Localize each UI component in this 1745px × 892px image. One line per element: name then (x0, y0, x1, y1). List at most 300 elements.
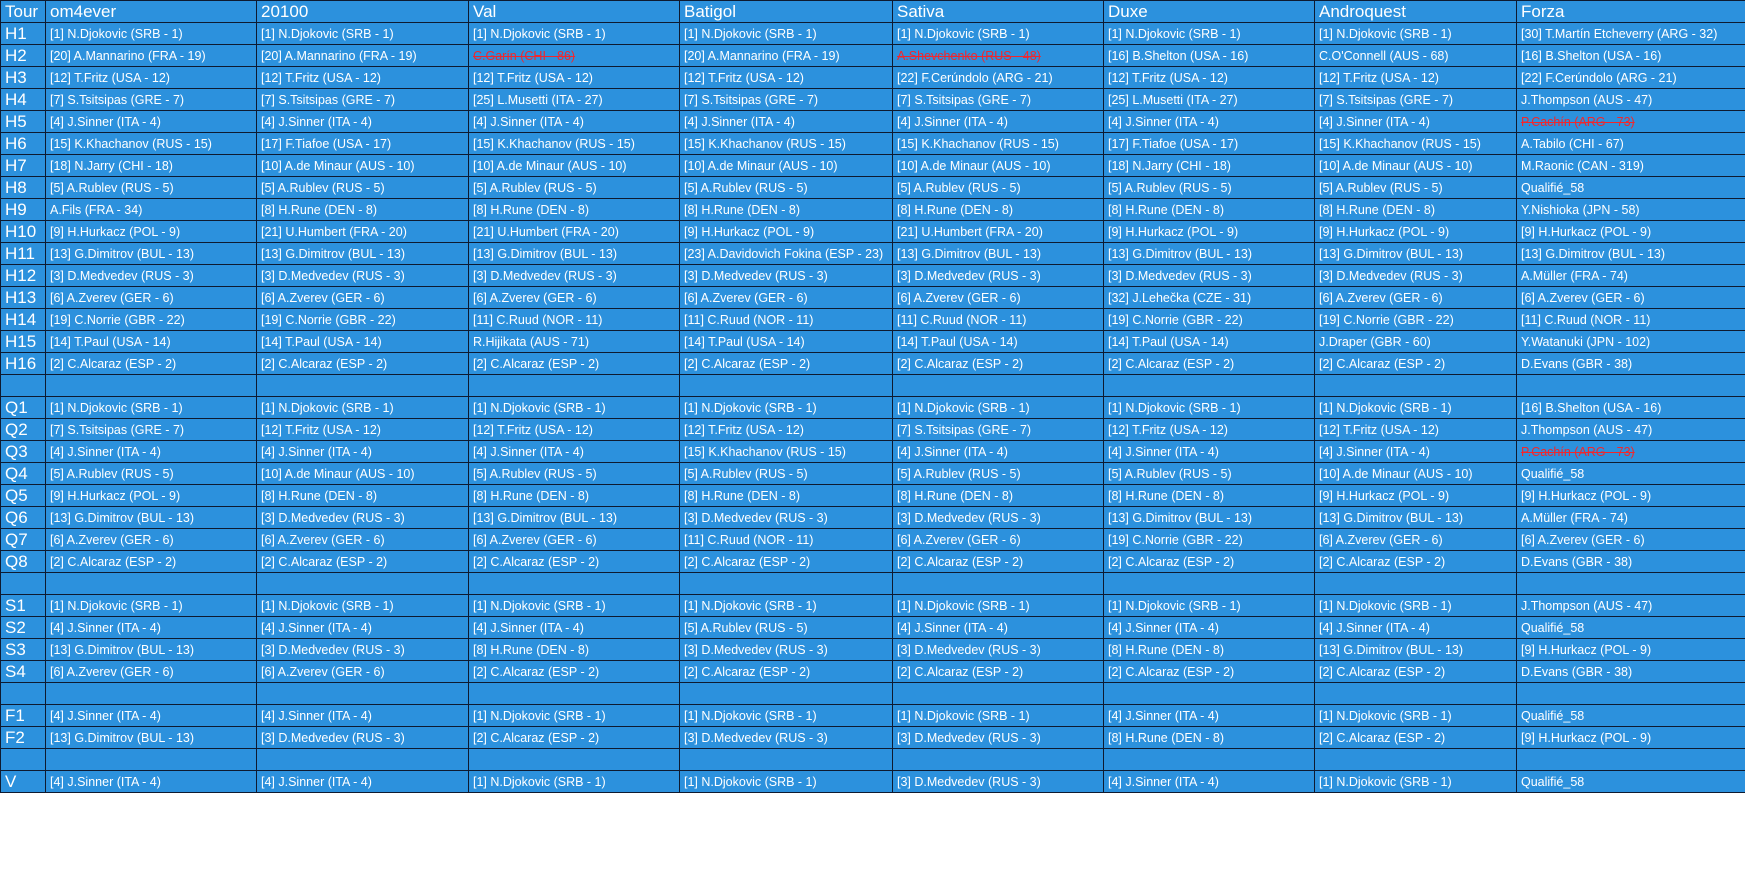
pick-cell[interactable]: [1] N.Djokovic (SRB - 1) (469, 771, 680, 793)
pick-cell[interactable]: [2] C.Alcaraz (ESP - 2) (469, 661, 680, 683)
pick-cell[interactable]: [1] N.Djokovic (SRB - 1) (680, 23, 893, 45)
table-row-s2 (1, 617, 1745, 639)
pick-cell[interactable]: [10] A.de Minaur (AUS - 10) (257, 155, 469, 177)
pick-cell[interactable]: C.O'Connell (AUS - 68) (1315, 45, 1517, 67)
pick-cell[interactable]: [6] A.Zverev (GER - 6) (469, 287, 680, 309)
pick-cell[interactable]: [1] N.Djokovic (SRB - 1) (469, 705, 680, 727)
pick-cell[interactable] (46, 683, 257, 705)
pick-cell[interactable]: [2] C.Alcaraz (ESP - 2) (680, 551, 893, 573)
pick-cell[interactable]: [1] N.Djokovic (SRB - 1) (257, 595, 469, 617)
pick-cell[interactable]: [14] T.Paul (USA - 14) (257, 331, 469, 353)
round-label: H6 (1, 133, 46, 155)
pick-cell[interactable]: [5] A.Rublev (RUS - 5) (1104, 177, 1315, 199)
pick-cell[interactable]: [8] H.Rune (DEN - 8) (893, 485, 1104, 507)
pick-cell[interactable]: [12] T.Fritz (USA - 12) (1104, 67, 1315, 89)
pick-cell[interactable]: [20] A.Mannarino (FRA - 19) (680, 45, 893, 67)
pick-cell[interactable]: [2] C.Alcaraz (ESP - 2) (257, 551, 469, 573)
pick-cell[interactable] (1104, 573, 1315, 595)
pick-cell-eliminated[interactable]: P.Cachín (ARG - 73) (1517, 111, 1745, 133)
pick-cell[interactable]: [11] C.Ruud (NOR - 11) (1517, 309, 1745, 331)
pick-cell[interactable]: [1] N.Djokovic (SRB - 1) (469, 397, 680, 419)
pick-cell[interactable]: [3] D.Medvedev (RUS - 3) (257, 265, 469, 287)
pick-cell[interactable]: [22] F.Cerúndolo (ARG - 21) (1517, 67, 1745, 89)
pick-cell[interactable]: [1] N.Djokovic (SRB - 1) (893, 397, 1104, 419)
pick-cell[interactable]: J.Draper (GBR - 60) (1315, 331, 1517, 353)
pick-cell[interactable]: [4] J.Sinner (ITA - 4) (1104, 617, 1315, 639)
pick-cell[interactable]: [32] J.Lehečka (CZE - 31) (1104, 287, 1315, 309)
pick-cell[interactable]: [6] A.Zverev (GER - 6) (46, 661, 257, 683)
pick-cell[interactable]: [1] N.Djokovic (SRB - 1) (46, 23, 257, 45)
pick-cell[interactable]: [4] J.Sinner (ITA - 4) (1315, 111, 1517, 133)
pick-cell[interactable]: [3] D.Medvedev (RUS - 3) (893, 265, 1104, 287)
pick-cell[interactable]: [1] N.Djokovic (SRB - 1) (1315, 595, 1517, 617)
table-row-h8 (1, 177, 1745, 199)
pick-cell[interactable]: [4] J.Sinner (ITA - 4) (1315, 441, 1517, 463)
pick-cell[interactable]: [4] J.Sinner (ITA - 4) (46, 441, 257, 463)
pick-cell[interactable]: [14] T.Paul (USA - 14) (680, 331, 893, 353)
pick-cell[interactable]: [9] H.Hurkacz (POL - 9) (1517, 485, 1745, 507)
pick-cell-eliminated[interactable]: C.Garín (CHI - 86) (469, 45, 680, 67)
pick-cell[interactable]: [9] H.Hurkacz (POL - 9) (46, 221, 257, 243)
pick-cell[interactable]: [4] J.Sinner (ITA - 4) (46, 705, 257, 727)
pick-cell[interactable] (1315, 749, 1517, 771)
pick-cell[interactable]: [13] G.Dimitrov (BUL - 13) (1315, 507, 1517, 529)
pick-cell[interactable]: [4] J.Sinner (ITA - 4) (469, 111, 680, 133)
pick-cell[interactable]: [14] T.Paul (USA - 14) (1104, 331, 1315, 353)
pick-cell[interactable]: [16] B.Shelton (USA - 16) (1517, 45, 1745, 67)
round-label: Q3 (1, 441, 46, 463)
pick-cell[interactable]: [16] B.Shelton (USA - 16) (1517, 397, 1745, 419)
pick-cell[interactable]: [3] D.Medvedev (RUS - 3) (893, 639, 1104, 661)
pick-cell[interactable]: [9] H.Hurkacz (POL - 9) (1315, 485, 1517, 507)
pick-cell[interactable]: [1] N.Djokovic (SRB - 1) (1104, 397, 1315, 419)
pick-cell[interactable] (46, 573, 257, 595)
pick-cell[interactable]: [13] G.Dimitrov (BUL - 13) (46, 727, 257, 749)
pick-cell[interactable]: [21] U.Humbert (FRA - 20) (469, 221, 680, 243)
pick-cell[interactable]: [1] N.Djokovic (SRB - 1) (680, 705, 893, 727)
pick-cell[interactable] (257, 683, 469, 705)
pick-cell[interactable]: [5] A.Rublev (RUS - 5) (257, 177, 469, 199)
pick-cell[interactable]: [6] A.Zverev (GER - 6) (46, 529, 257, 551)
pick-cell[interactable]: [19] C.Norrie (GBR - 22) (1104, 529, 1315, 551)
pick-cell[interactable]: [20] A.Mannarino (FRA - 19) (46, 45, 257, 67)
pick-cell[interactable]: [12] T.Fritz (USA - 12) (680, 419, 893, 441)
pick-cell[interactable]: [14] T.Paul (USA - 14) (893, 331, 1104, 353)
pick-cell[interactable]: [17] F.Tiafoe (USA - 17) (257, 133, 469, 155)
pick-cell[interactable]: [7] S.Tsitsipas (GRE - 7) (893, 89, 1104, 111)
pick-cell[interactable]: [6] A.Zverev (GER - 6) (469, 529, 680, 551)
pick-cell[interactable]: [6] A.Zverev (GER - 6) (893, 529, 1104, 551)
pick-cell[interactable]: [3] D.Medvedev (RUS - 3) (893, 727, 1104, 749)
pick-cell[interactable] (680, 573, 893, 595)
pick-cell[interactable]: [4] J.Sinner (ITA - 4) (1104, 111, 1315, 133)
pick-cell[interactable]: [7] S.Tsitsipas (GRE - 7) (257, 89, 469, 111)
table-row-f1 (1, 705, 1745, 727)
pick-cell[interactable]: [25] L.Musetti (ITA - 27) (1104, 89, 1315, 111)
pick-cell[interactable]: Qualifié_58 (1517, 177, 1745, 199)
pick-cell[interactable]: [11] C.Ruud (NOR - 11) (469, 309, 680, 331)
pick-cell[interactable]: D.Evans (GBR - 38) (1517, 551, 1745, 573)
pick-cell[interactable]: [4] J.Sinner (ITA - 4) (1315, 617, 1517, 639)
pick-cell[interactable] (893, 573, 1104, 595)
pick-cell[interactable]: [1] N.Djokovic (SRB - 1) (46, 397, 257, 419)
pick-cell[interactable]: [8] H.Rune (DEN - 8) (893, 199, 1104, 221)
pick-cell[interactable]: [2] C.Alcaraz (ESP - 2) (680, 661, 893, 683)
pick-cell[interactable]: [4] J.Sinner (ITA - 4) (46, 111, 257, 133)
pick-cell[interactable]: [18] N.Jarry (CHI - 18) (1104, 155, 1315, 177)
pick-cell[interactable]: [21] U.Humbert (FRA - 20) (893, 221, 1104, 243)
pick-cell[interactable]: R.Hijikata (AUS - 71) (469, 331, 680, 353)
pick-cell[interactable]: [5] A.Rublev (RUS - 5) (680, 177, 893, 199)
pick-cell[interactable]: [2] C.Alcaraz (ESP - 2) (469, 353, 680, 375)
pick-cell[interactable]: [5] A.Rublev (RUS - 5) (469, 177, 680, 199)
pick-cell[interactable]: J.Thompson (AUS - 47) (1517, 89, 1745, 111)
pick-cell[interactable]: [2] C.Alcaraz (ESP - 2) (46, 551, 257, 573)
pick-cell[interactable]: [13] G.Dimitrov (BUL - 13) (1104, 243, 1315, 265)
pick-cell[interactable]: [1] N.Djokovic (SRB - 1) (1315, 705, 1517, 727)
pick-cell[interactable]: [11] C.Ruud (NOR - 11) (680, 309, 893, 331)
pick-cell[interactable]: [1] N.Djokovic (SRB - 1) (893, 595, 1104, 617)
pick-cell[interactable]: [8] H.Rune (DEN - 8) (469, 485, 680, 507)
pick-cell[interactable]: A.Müller (FRA - 74) (1517, 507, 1745, 529)
pick-cell[interactable]: [8] H.Rune (DEN - 8) (680, 199, 893, 221)
pick-cell[interactable]: [6] A.Zverev (GER - 6) (46, 287, 257, 309)
pick-cell[interactable]: [2] C.Alcaraz (ESP - 2) (893, 551, 1104, 573)
pick-cell[interactable]: [9] H.Hurkacz (POL - 9) (1517, 221, 1745, 243)
pick-cell[interactable]: [7] S.Tsitsipas (GRE - 7) (893, 419, 1104, 441)
pick-cell[interactable]: [1] N.Djokovic (SRB - 1) (257, 397, 469, 419)
pick-cell[interactable]: M.Raonic (CAN - 319) (1517, 155, 1745, 177)
pick-cell[interactable] (469, 573, 680, 595)
pick-cell[interactable]: [9] H.Hurkacz (POL - 9) (1517, 639, 1745, 661)
pick-cell[interactable] (257, 375, 469, 397)
pick-cell[interactable]: [4] J.Sinner (ITA - 4) (893, 617, 1104, 639)
pick-cell[interactable]: [5] A.Rublev (RUS - 5) (680, 463, 893, 485)
pick-cell[interactable]: [9] H.Hurkacz (POL - 9) (1517, 727, 1745, 749)
pick-cell[interactable]: [6] A.Zverev (GER - 6) (257, 661, 469, 683)
table-row-q7 (1, 529, 1745, 551)
pick-cell[interactable]: [8] H.Rune (DEN - 8) (1104, 485, 1315, 507)
pick-cell[interactable]: [12] T.Fritz (USA - 12) (46, 67, 257, 89)
pick-cell[interactable]: [6] A.Zverev (GER - 6) (1315, 287, 1517, 309)
pick-cell[interactable]: [8] H.Rune (DEN - 8) (1104, 727, 1315, 749)
pick-cell[interactable]: [10] A.de Minaur (AUS - 10) (257, 463, 469, 485)
pick-cell[interactable]: [4] J.Sinner (ITA - 4) (46, 771, 257, 793)
pick-cell[interactable]: [5] A.Rublev (RUS - 5) (893, 177, 1104, 199)
pick-cell[interactable]: [6] A.Zverev (GER - 6) (1315, 529, 1517, 551)
pick-cell[interactable] (1315, 375, 1517, 397)
pick-cell[interactable]: [12] T.Fritz (USA - 12) (680, 67, 893, 89)
pick-cell[interactable]: [21] U.Humbert (FRA - 20) (257, 221, 469, 243)
pick-cell[interactable] (1104, 683, 1315, 705)
pick-cell[interactable]: [13] G.Dimitrov (BUL - 13) (469, 243, 680, 265)
pick-cell[interactable]: [10] A.de Minaur (AUS - 10) (893, 155, 1104, 177)
pick-cell[interactable]: Y.Nishioka (JPN - 58) (1517, 199, 1745, 221)
pick-cell[interactable]: [8] H.Rune (DEN - 8) (680, 485, 893, 507)
pick-cell[interactable] (1517, 573, 1745, 595)
pick-cell[interactable]: Qualifié_58 (1517, 705, 1745, 727)
pick-cell[interactable]: [12] T.Fritz (USA - 12) (1315, 67, 1517, 89)
pick-cell[interactable]: [3] D.Medvedev (RUS - 3) (893, 771, 1104, 793)
pick-cell[interactable]: Qualifié_58 (1517, 771, 1745, 793)
pick-cell[interactable] (1315, 573, 1517, 595)
pick-cell[interactable] (680, 683, 893, 705)
pick-cell[interactable]: [3] D.Medvedev (RUS - 3) (257, 507, 469, 529)
pick-cell[interactable]: Y.Watanuki (JPN - 102) (1517, 331, 1745, 353)
round-label: H5 (1, 111, 46, 133)
pick-cell[interactable]: [19] C.Norrie (GBR - 22) (1315, 309, 1517, 331)
pick-cell[interactable]: [3] D.Medvedev (RUS - 3) (1315, 265, 1517, 287)
pick-cell[interactable]: [6] A.Zverev (GER - 6) (893, 287, 1104, 309)
pick-cell[interactable]: [10] A.de Minaur (AUS - 10) (1315, 155, 1517, 177)
pick-cell[interactable]: Qualifié_58 (1517, 617, 1745, 639)
pick-cell[interactable]: [15] K.Khachanov (RUS - 15) (680, 133, 893, 155)
pick-cell[interactable]: [1] N.Djokovic (SRB - 1) (1315, 397, 1517, 419)
pick-cell[interactable]: [5] A.Rublev (RUS - 5) (46, 177, 257, 199)
pick-cell[interactable]: A.Fils (FRA - 34) (46, 199, 257, 221)
pick-cell[interactable]: [10] A.de Minaur (AUS - 10) (1315, 463, 1517, 485)
pick-cell[interactable]: [3] D.Medvedev (RUS - 3) (680, 507, 893, 529)
pick-cell[interactable]: [3] D.Medvedev (RUS - 3) (680, 265, 893, 287)
pick-cell[interactable]: [13] G.Dimitrov (BUL - 13) (893, 243, 1104, 265)
pick-cell[interactable]: [10] A.de Minaur (AUS - 10) (469, 155, 680, 177)
pick-cell[interactable]: [2] C.Alcaraz (ESP - 2) (1315, 353, 1517, 375)
pick-cell[interactable]: [12] T.Fritz (USA - 12) (469, 67, 680, 89)
pick-cell[interactable]: [3] D.Medvedev (RUS - 3) (680, 727, 893, 749)
pick-cell[interactable]: [11] C.Ruud (NOR - 11) (893, 309, 1104, 331)
table-row-h11 (1, 243, 1745, 265)
pick-cell-eliminated[interactable]: A.Shevchenko (RUS - 48) (893, 45, 1104, 67)
pick-cell-eliminated[interactable]: P.Cachín (ARG - 73) (1517, 441, 1745, 463)
pick-cell[interactable]: [6] A.Zverev (GER - 6) (1517, 287, 1745, 309)
pick-cell[interactable]: [4] J.Sinner (ITA - 4) (1104, 705, 1315, 727)
pick-cell[interactable]: [1] N.Djokovic (SRB - 1) (1315, 23, 1517, 45)
pick-cell[interactable]: J.Thompson (AUS - 47) (1517, 595, 1745, 617)
header-row (1, 1, 1745, 23)
pick-cell[interactable]: [11] C.Ruud (NOR - 11) (680, 529, 893, 551)
pick-cell[interactable] (1517, 683, 1745, 705)
pick-cell[interactable] (46, 749, 257, 771)
pick-cell[interactable]: [8] H.Rune (DEN - 8) (1104, 199, 1315, 221)
pick-cell[interactable]: [30] T.Martín Etcheverry (ARG - 32) (1517, 23, 1745, 45)
round-label: S4 (1, 661, 46, 683)
pick-cell[interactable]: [1] N.Djokovic (SRB - 1) (1315, 771, 1517, 793)
pick-cell[interactable]: [3] D.Medvedev (RUS - 3) (1104, 265, 1315, 287)
pick-cell[interactable]: [5] A.Rublev (RUS - 5) (1315, 177, 1517, 199)
pick-cell[interactable]: D.Evans (GBR - 38) (1517, 353, 1745, 375)
pick-cell[interactable]: [4] J.Sinner (ITA - 4) (469, 617, 680, 639)
header-player-3: Val (469, 1, 680, 23)
table-row-f2 (1, 727, 1745, 749)
pick-cell[interactable]: [8] H.Rune (DEN - 8) (1315, 199, 1517, 221)
pick-cell[interactable] (1104, 749, 1315, 771)
pick-cell[interactable]: [15] K.Khachanov (RUS - 15) (893, 133, 1104, 155)
pick-cell[interactable]: [6] A.Zverev (GER - 6) (680, 287, 893, 309)
pick-cell[interactable]: [13] G.Dimitrov (BUL - 13) (469, 507, 680, 529)
pick-cell[interactable]: [4] J.Sinner (ITA - 4) (893, 441, 1104, 463)
pick-cell[interactable]: [9] H.Hurkacz (POL - 9) (1315, 221, 1517, 243)
pick-cell[interactable]: [2] C.Alcaraz (ESP - 2) (893, 661, 1104, 683)
pick-cell[interactable]: [4] J.Sinner (ITA - 4) (257, 705, 469, 727)
pick-cell[interactable] (469, 683, 680, 705)
pick-cell[interactable] (469, 375, 680, 397)
pick-cell[interactable]: [13] G.Dimitrov (BUL - 13) (1517, 243, 1745, 265)
pick-cell[interactable]: [3] D.Medvedev (RUS - 3) (257, 639, 469, 661)
pick-cell[interactable]: [2] C.Alcaraz (ESP - 2) (469, 727, 680, 749)
pick-cell[interactable]: [2] C.Alcaraz (ESP - 2) (1104, 661, 1315, 683)
pick-cell[interactable]: [2] C.Alcaraz (ESP - 2) (680, 353, 893, 375)
pick-cell[interactable]: [3] D.Medvedev (RUS - 3) (257, 727, 469, 749)
round-label: Q2 (1, 419, 46, 441)
pick-cell[interactable]: [8] H.Rune (DEN - 8) (469, 199, 680, 221)
pick-cell[interactable]: [4] J.Sinner (ITA - 4) (1104, 771, 1315, 793)
pick-cell[interactable]: [2] C.Alcaraz (ESP - 2) (893, 353, 1104, 375)
pick-cell[interactable]: [5] A.Rublev (RUS - 5) (469, 463, 680, 485)
pick-cell[interactable]: [4] J.Sinner (ITA - 4) (680, 111, 893, 133)
pick-cell[interactable]: [5] A.Rublev (RUS - 5) (1104, 463, 1315, 485)
pick-cell[interactable]: [7] S.Tsitsipas (GRE - 7) (46, 89, 257, 111)
pick-cell[interactable]: [19] C.Norrie (GBR - 22) (46, 309, 257, 331)
pick-cell[interactable]: [13] G.Dimitrov (BUL - 13) (1104, 507, 1315, 529)
pick-cell[interactable]: [5] A.Rublev (RUS - 5) (46, 463, 257, 485)
pick-cell[interactable]: [4] J.Sinner (ITA - 4) (257, 111, 469, 133)
pick-cell[interactable]: [9] H.Hurkacz (POL - 9) (680, 221, 893, 243)
pick-cell[interactable]: [1] N.Djokovic (SRB - 1) (893, 23, 1104, 45)
pick-cell[interactable]: [12] T.Fritz (USA - 12) (469, 419, 680, 441)
pick-cell[interactable]: [4] J.Sinner (ITA - 4) (893, 111, 1104, 133)
pick-cell[interactable]: [3] D.Medvedev (RUS - 3) (893, 507, 1104, 529)
pick-cell[interactable]: [1] N.Djokovic (SRB - 1) (680, 595, 893, 617)
pick-cell[interactable]: [8] H.Rune (DEN - 8) (1104, 639, 1315, 661)
pick-cell[interactable]: [2] C.Alcaraz (ESP - 2) (1315, 661, 1517, 683)
pick-cell[interactable]: [23] A.Davidovich Fokina (ESP - 23) (680, 243, 893, 265)
pick-cell[interactable]: [16] B.Shelton (USA - 16) (1104, 45, 1315, 67)
pick-cell[interactable]: [9] H.Hurkacz (POL - 9) (1104, 221, 1315, 243)
pick-cell[interactable]: [13] G.Dimitrov (BUL - 13) (46, 507, 257, 529)
pick-cell[interactable]: [6] A.Zverev (GER - 6) (257, 287, 469, 309)
pick-cell[interactable]: [1] N.Djokovic (SRB - 1) (46, 595, 257, 617)
pick-cell[interactable]: [12] T.Fritz (USA - 12) (1315, 419, 1517, 441)
pick-cell[interactable] (1104, 375, 1315, 397)
pick-cell[interactable]: [25] L.Musetti (ITA - 27) (469, 89, 680, 111)
pick-cell[interactable]: [2] C.Alcaraz (ESP - 2) (1315, 727, 1517, 749)
pick-cell[interactable]: J.Thompson (AUS - 47) (1517, 419, 1745, 441)
pick-cell[interactable]: [4] J.Sinner (ITA - 4) (257, 617, 469, 639)
pick-cell[interactable]: [4] J.Sinner (ITA - 4) (1104, 441, 1315, 463)
pick-cell[interactable]: [22] F.Cerúndolo (ARG - 21) (893, 67, 1104, 89)
pick-cell[interactable]: [8] H.Rune (DEN - 8) (469, 639, 680, 661)
pick-cell[interactable]: [13] G.Dimitrov (BUL - 13) (46, 243, 257, 265)
pick-cell[interactable]: [4] J.Sinner (ITA - 4) (46, 617, 257, 639)
pick-cell[interactable]: [13] G.Dimitrov (BUL - 13) (1315, 639, 1517, 661)
pick-cell[interactable]: [3] D.Medvedev (RUS - 3) (680, 639, 893, 661)
pick-cell[interactable]: [14] T.Paul (USA - 14) (46, 331, 257, 353)
pick-cell[interactable]: [3] D.Medvedev (RUS - 3) (46, 265, 257, 287)
pick-cell[interactable]: [2] C.Alcaraz (ESP - 2) (46, 353, 257, 375)
pick-cell[interactable]: [1] N.Djokovic (SRB - 1) (680, 771, 893, 793)
pick-cell[interactable]: [1] N.Djokovic (SRB - 1) (469, 23, 680, 45)
pick-cell[interactable]: [13] G.Dimitrov (BUL - 13) (46, 639, 257, 661)
pick-cell[interactable]: [15] K.Khachanov (RUS - 15) (680, 441, 893, 463)
pick-cell[interactable] (893, 375, 1104, 397)
pick-cell[interactable]: [7] S.Tsitsipas (GRE - 7) (1315, 89, 1517, 111)
round-label: S3 (1, 639, 46, 661)
pick-cell[interactable]: [2] C.Alcaraz (ESP - 2) (469, 551, 680, 573)
pick-cell[interactable]: [12] T.Fritz (USA - 12) (1104, 419, 1315, 441)
pick-cell[interactable]: [19] C.Norrie (GBR - 22) (1104, 309, 1315, 331)
pick-cell[interactable]: [1] N.Djokovic (SRB - 1) (1104, 23, 1315, 45)
pick-cell[interactable] (893, 749, 1104, 771)
pick-cell[interactable]: [4] J.Sinner (ITA - 4) (469, 441, 680, 463)
pick-cell[interactable]: [8] H.Rune (DEN - 8) (257, 199, 469, 221)
pick-cell[interactable]: [1] N.Djokovic (SRB - 1) (1104, 595, 1315, 617)
pick-cell[interactable]: [15] K.Khachanov (RUS - 15) (46, 133, 257, 155)
pick-cell[interactable]: [1] N.Djokovic (SRB - 1) (680, 397, 893, 419)
pick-cell[interactable] (46, 375, 257, 397)
pick-cell[interactable]: [15] K.Khachanov (RUS - 15) (469, 133, 680, 155)
pick-cell[interactable]: A.Müller (FRA - 74) (1517, 265, 1745, 287)
pick-cell[interactable]: [15] K.Khachanov (RUS - 15) (1315, 133, 1517, 155)
round-label: Q1 (1, 397, 46, 419)
pick-cell[interactable] (680, 749, 893, 771)
pick-cell[interactable]: [17] F.Tiafoe (USA - 17) (1104, 133, 1315, 155)
pick-cell[interactable]: [4] J.Sinner (ITA - 4) (257, 771, 469, 793)
round-label: H13 (1, 287, 46, 309)
pick-cell[interactable] (893, 683, 1104, 705)
pick-cell[interactable]: [13] G.Dimitrov (BUL - 13) (257, 243, 469, 265)
pick-cell[interactable] (257, 573, 469, 595)
pick-cell[interactable] (257, 749, 469, 771)
pick-cell[interactable]: [9] H.Hurkacz (POL - 9) (46, 485, 257, 507)
pick-cell[interactable]: [2] C.Alcaraz (ESP - 2) (1104, 551, 1315, 573)
pick-cell[interactable]: [12] T.Fritz (USA - 12) (257, 67, 469, 89)
pick-cell[interactable]: [8] H.Rune (DEN - 8) (257, 485, 469, 507)
pick-cell[interactable]: [13] G.Dimitrov (BUL - 13) (1315, 243, 1517, 265)
pick-cell[interactable] (1517, 749, 1745, 771)
round-label: Q8 (1, 551, 46, 573)
pick-cell[interactable]: [7] S.Tsitsipas (GRE - 7) (46, 419, 257, 441)
pick-cell[interactable]: A.Tabilo (CHI - 67) (1517, 133, 1745, 155)
pick-cell[interactable]: [1] N.Djokovic (SRB - 1) (257, 23, 469, 45)
pick-cell[interactable]: [1] N.Djokovic (SRB - 1) (893, 705, 1104, 727)
pick-cell[interactable]: [2] C.Alcaraz (ESP - 2) (1104, 353, 1315, 375)
pick-cell[interactable]: D.Evans (GBR - 38) (1517, 661, 1745, 683)
pick-cell[interactable]: [2] C.Alcaraz (ESP - 2) (257, 353, 469, 375)
pick-cell[interactable]: [6] A.Zverev (GER - 6) (257, 529, 469, 551)
pick-cell[interactable]: [5] A.Rublev (RUS - 5) (680, 617, 893, 639)
pick-cell[interactable]: Qualifié_58 (1517, 463, 1745, 485)
pick-cell[interactable]: [4] J.Sinner (ITA - 4) (257, 441, 469, 463)
pick-cell[interactable] (1517, 375, 1745, 397)
pick-cell[interactable]: [10] A.de Minaur (AUS - 10) (680, 155, 893, 177)
pick-cell[interactable] (680, 375, 893, 397)
pick-cell[interactable] (469, 749, 680, 771)
header-player-6: Duxe (1104, 1, 1315, 23)
pick-cell[interactable]: [1] N.Djokovic (SRB - 1) (469, 595, 680, 617)
pick-cell[interactable]: [2] C.Alcaraz (ESP - 2) (1315, 551, 1517, 573)
pick-cell[interactable] (1315, 683, 1517, 705)
pick-cell[interactable]: [7] S.Tsitsipas (GRE - 7) (680, 89, 893, 111)
header-player-5: Sativa (893, 1, 1104, 23)
pick-cell[interactable]: [12] T.Fritz (USA - 12) (257, 419, 469, 441)
header-player-7: Androquest (1315, 1, 1517, 23)
pick-cell[interactable]: [6] A.Zverev (GER - 6) (1517, 529, 1745, 551)
pick-cell[interactable]: [5] A.Rublev (RUS - 5) (893, 463, 1104, 485)
pick-cell[interactable]: [3] D.Medvedev (RUS - 3) (469, 265, 680, 287)
pick-cell[interactable]: [20] A.Mannarino (FRA - 19) (257, 45, 469, 67)
pick-cell[interactable]: [19] C.Norrie (GBR - 22) (257, 309, 469, 331)
pick-cell[interactable]: [18] N.Jarry (CHI - 18) (46, 155, 257, 177)
